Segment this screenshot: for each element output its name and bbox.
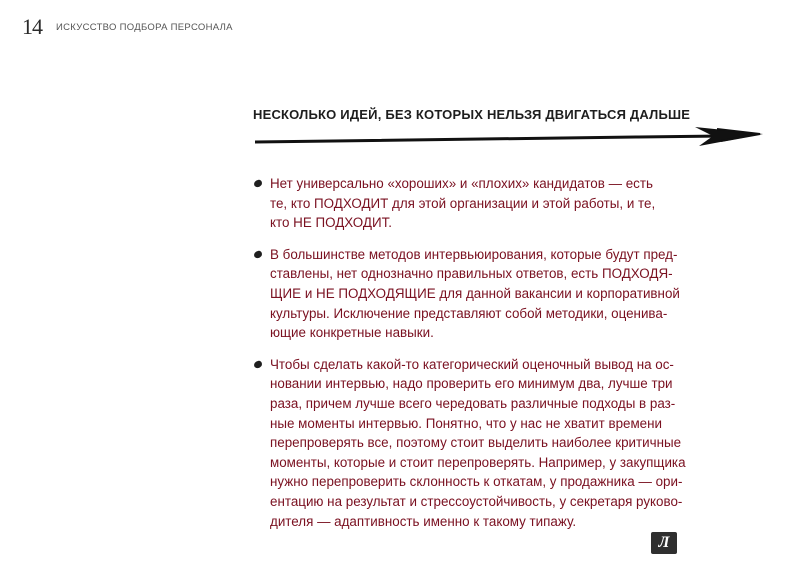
publisher-logo-letter: Л bbox=[658, 534, 670, 551]
list-item-text: В большинстве методов интервьюирования, которые будут пред- ставлены, нет однозначно правильных ответов, есть ПОДХОДЯ- ЩИЕ и НЕ ПОДХОДЯЩИЕ для данной вакансии и корпоративной культуры. Исключение представляют собой методики, оценива- ющие конкретные навыки. bbox=[270, 246, 680, 341]
bullet-icon bbox=[253, 179, 262, 188]
bullet-list bbox=[253, 174, 753, 543]
list-item-text: Чтобы сделать какой-то категорический оценочный вывод на ос- новании интервью, надо проверить его минимум два, лучше три раза, причем лучше всего чередовать различные подходы в раз- ные моменты интервью. Понятно, что у нас не хватит времени перепроверять все, поэтому стоит выделить наиболее критичные моменты, которые и стоит перепроверять. Например, у закупщика нужно перепроверить склонность к откатам, у продажника — ори- ентацию на результат и стрессоустойчивость, у секретаря руково- дителя — адаптивность именно к такому типажу. bbox=[270, 356, 686, 529]
publisher-logo bbox=[651, 532, 677, 554]
arrow-right-icon bbox=[255, 119, 765, 149]
page-number: 14 bbox=[22, 14, 42, 39]
list-item bbox=[253, 174, 753, 233]
section-heading: НЕСКОЛЬКО ИДЕЙ, БЕЗ КОТОРЫХ НЕЛЬЗЯ ДВИГАТЬСЯ ДАЛЬШЕ bbox=[253, 107, 691, 122]
list-item-text: Нет универсально «хороших» и «плохих» кандидатов — есть те, кто ПОДХОДИТ для этой организации и этой работы, и те, кто НЕ ПОДХОДИТ. bbox=[270, 176, 656, 231]
page-header bbox=[22, 14, 233, 40]
bullet-icon bbox=[253, 250, 262, 259]
running-title: ИСКУССТВО ПОДБОРА ПЕРСОНАЛА bbox=[56, 22, 233, 33]
list-item bbox=[253, 245, 753, 343]
list-item bbox=[253, 355, 753, 531]
bullet-icon bbox=[253, 360, 262, 369]
